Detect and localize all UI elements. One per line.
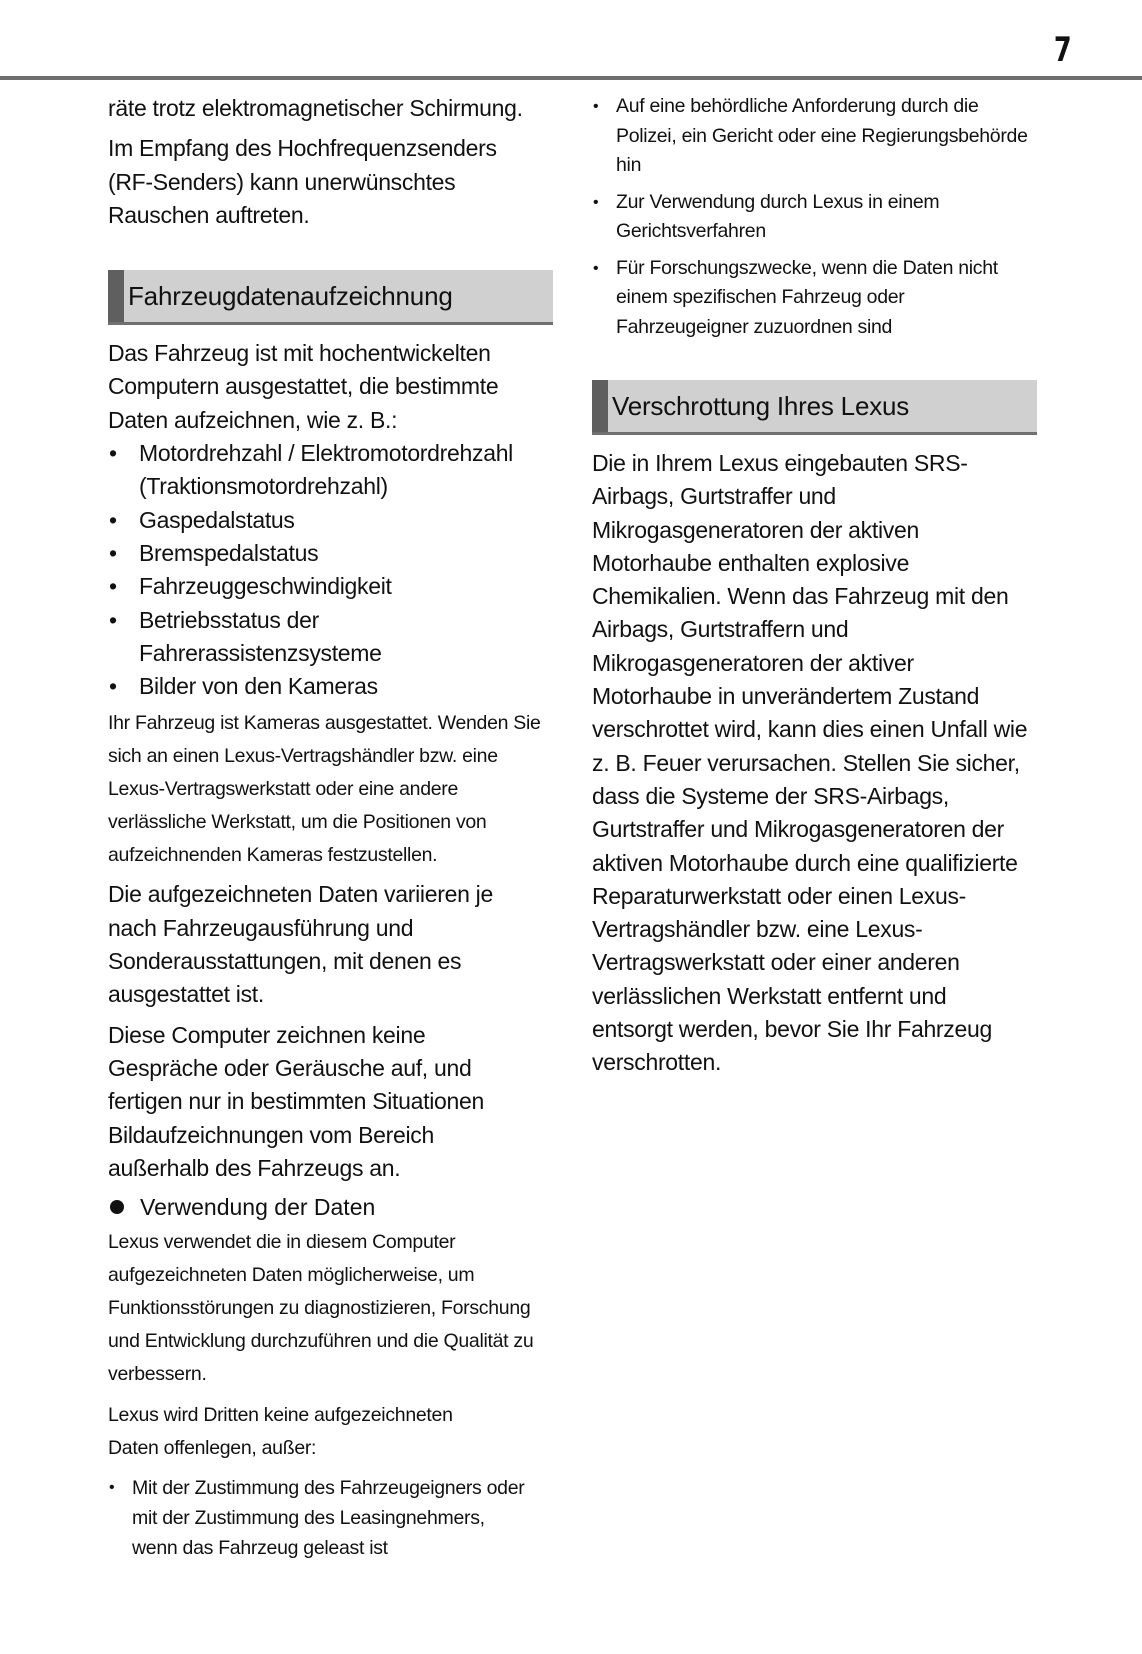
left-column <box>108 92 553 1563</box>
disclosure-list-left <box>108 1473 533 1563</box>
list-item: • Für Forschungszwecke, wenn die Daten nicht einem spezifischen Fahrzeug oder Fahrzeugeigner zuzuordnen sind <box>593 256 998 338</box>
list-item: • Bremspedalstatus <box>109 539 319 566</box>
intro-paragraph: Im Empfang des Hochfrequenzsenders (RF-Senders) kann unerwünschtes Rauschen auftreten. <box>108 135 497 228</box>
disclosure-intro: Lexus wird Dritten keine aufgezeichneten Daten offenlegen, außer: <box>108 1404 453 1460</box>
list-item: • Motordrehzahl / Elektromotordrehzahl (Traktionsmotordrehzahl) <box>109 440 513 500</box>
heading-text: Fahrzeugdatenaufzeichnung <box>128 280 453 311</box>
heading-text: Verschrottung Ihres Lexus <box>612 390 910 421</box>
section-intro: Das Fahrzeug ist mit hochentwickelten Computern ausgestattet, die bestimmte Daten aufzeichnen, wie z. B.: <box>108 340 499 433</box>
list-item: • Fahrzeuggeschwindigkeit <box>109 573 392 600</box>
usage-paragraph: Lexus verwendet die in diesem Computer aufgezeichneten Daten möglicherweise, um Funktionsstörungen zu diagnostizieren, Forschung und Entwicklung durchzuführen und die Qualität zu verbessern. <box>108 1231 534 1386</box>
header-rule <box>0 76 1142 80</box>
variation-paragraph: Die aufgezeichneten Daten variieren je nach Fahrzeugausführung und Sonderausstattungen, mit denen es ausgestattet ist. <box>108 881 493 1008</box>
subheading-verwendung: Verwendung der Daten <box>108 1190 553 1224</box>
list-item: • Betriebsstatus der Fahrerassistenzsysteme <box>109 606 382 666</box>
intro-paragraph: räte trotz elektromagnetischer Schirmung. <box>108 95 523 121</box>
list-item: • Mit der Zustimmung des Fahrzeugeigners oder mit der Zustimmung des Leasingnehmers, wenn das Fahrzeug geleast ist <box>109 1477 525 1560</box>
round-bullet-icon <box>110 1200 124 1214</box>
page-number: 7 <box>1054 30 1072 70</box>
data-items-list <box>108 437 538 703</box>
disclosure-list-right <box>592 92 1032 342</box>
list-item: • Gaspedalstatus <box>109 506 295 533</box>
list-item: • Zur Verwendung durch Lexus in einem Gerichtsverfahren <box>593 190 940 242</box>
list-item: • Auf eine behördliche Anforderung durch die Polizei, ein Gericht oder eine Regierungsbehörde hin <box>593 95 1028 176</box>
camera-note: Ihr Fahrzeug ist Kameras ausgestattet. Wenden Sie sich an einen Lexus-Vertragshändler bzw. eine Lexus-Vertragswerkstatt oder eine andere verlässliche Werkstatt, um die Positionen von aufzeichnenden Kameras festzustellen. <box>108 712 541 867</box>
section-heading-verschrottung <box>592 380 1037 435</box>
scrapping-paragraph: Die in Ihrem Lexus eingebauten SRS-Airbags, Gurtstraffer und Mikrogasgeneratoren der aktiven Motorhaube enthalten explosive Chemikalien. Wenn das Fahrzeug mit den Airbags, Gurtstraffern und Mikrogasgeneratoren der aktiver Motorhaube in unverändertem Zustand verschrottet wird, kann dies einen Unfall wie z. B. Feuer verursachen. Stellen Sie sicher, dass die Systeme der SRS-Airbags, Gurtstraffer und Mikrogasgeneratoren der aktiven Motorhaube durch eine qualifizierte Reparaturwerkstatt oder einen Lexus-Vertragshändler bzw. eine Lexus-Vertragswerkstatt oder einer anderen verlässlichen Werkstatt entfernt und entsorgt werden, bevor Sie Ihr Fahrzeug verschrotten. <box>592 450 1028 1076</box>
no-audio-paragraph: Diese Computer zeichnen keine Gespräche oder Geräusche auf, und fertigen nur in bestimmten Situationen Bildaufzeichnungen vom Bereich außerhalb des Fahrzeugs an. <box>108 1021 484 1181</box>
section-heading-fahrzeugdatenaufzeichnung <box>108 270 553 325</box>
right-column <box>592 92 1037 1080</box>
list-item: • Bilder von den Kameras <box>109 673 378 700</box>
